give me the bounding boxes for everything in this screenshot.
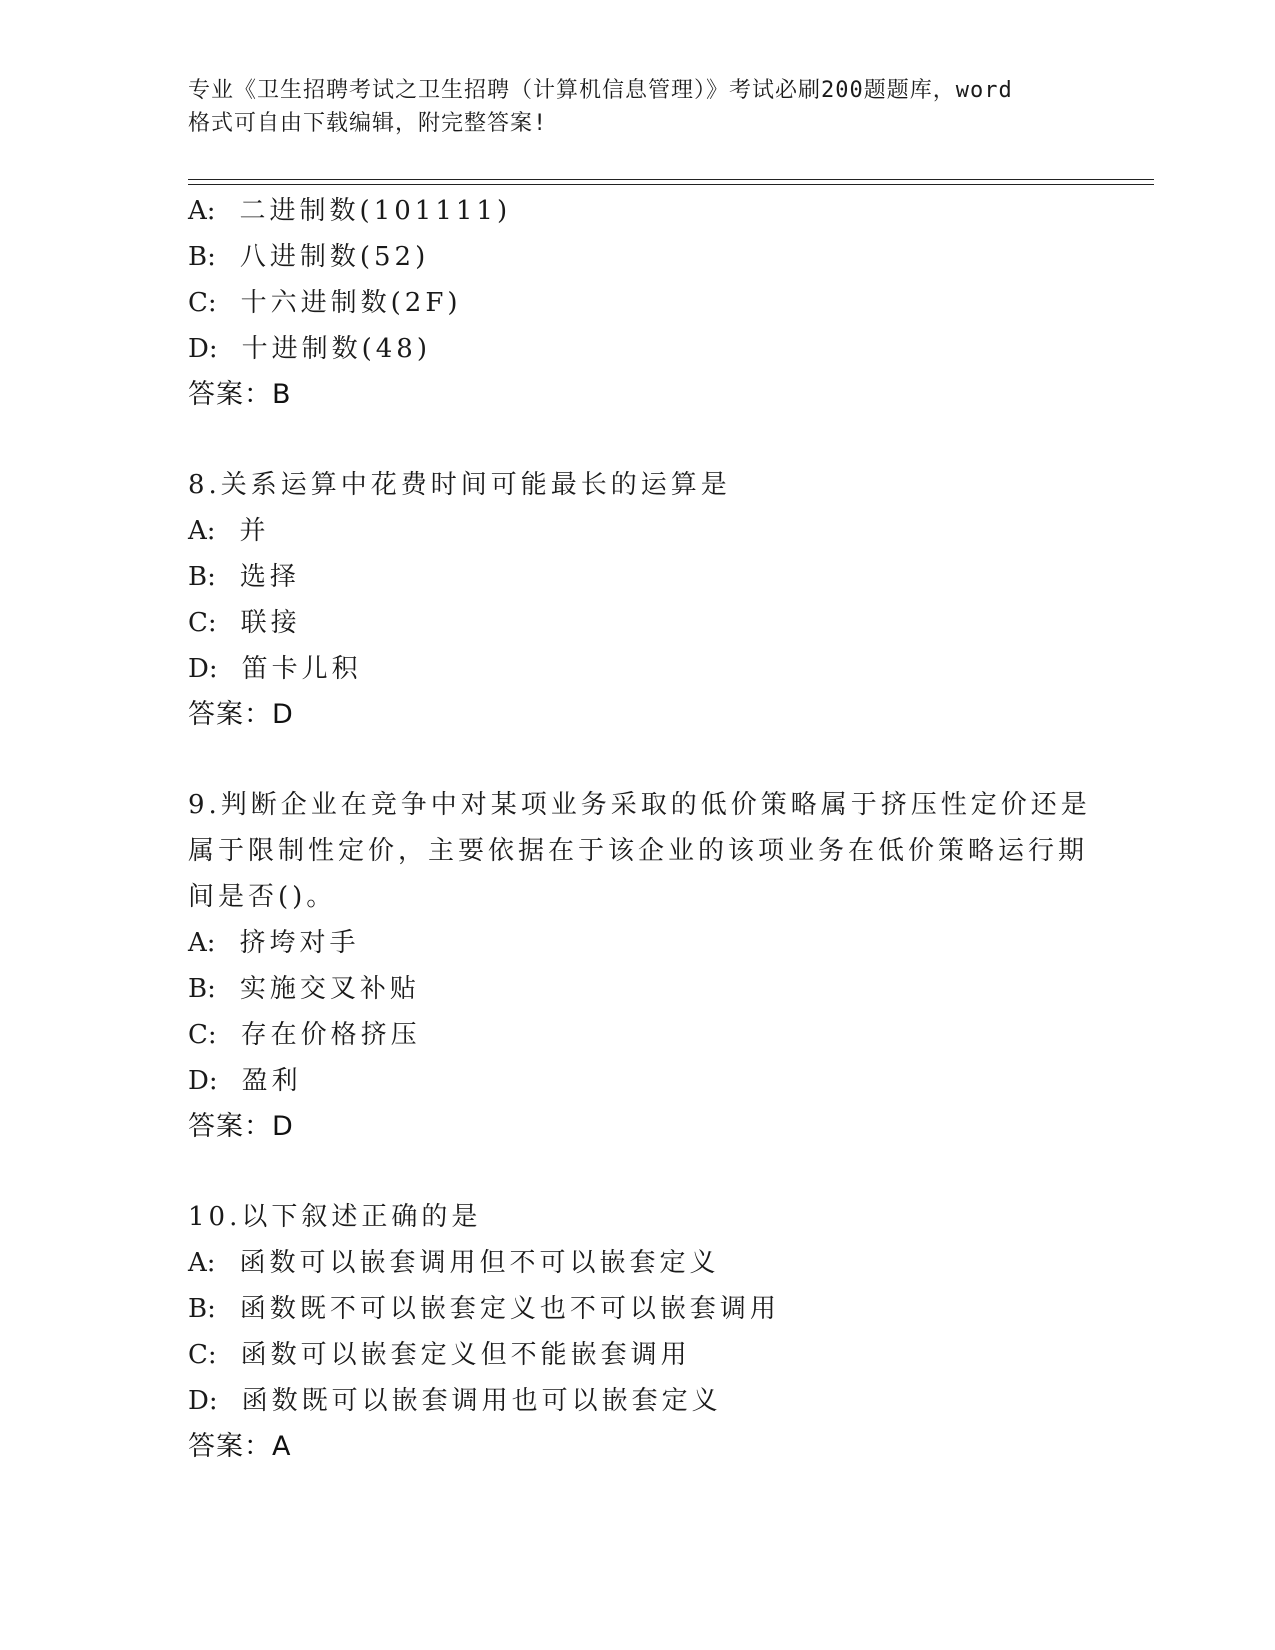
option-text: 二进制数(101111) (239, 196, 512, 226)
question-text-line-3: 间是否()。 (188, 882, 337, 912)
option-d (188, 1058, 1088, 1104)
question-text-line-1: 9.判断企业在竞争中对某项业务采取的低价策略属于挤压性定价还是 (188, 790, 1091, 820)
option-c (188, 1332, 1088, 1378)
option-c (188, 280, 1088, 326)
option-key: C: (188, 1020, 217, 1050)
question-block-8 (188, 462, 1088, 738)
option-b (188, 234, 1088, 280)
question-text: 10.以下叙述正确的是 (188, 1202, 482, 1232)
option-key: D: (188, 1386, 218, 1416)
option-d (188, 326, 1088, 372)
option-text: 函数既可以嵌套调用也可以嵌套定义 (241, 1386, 722, 1416)
answer-line: 答案：D (188, 699, 294, 730)
option-key: D: (188, 1066, 218, 1096)
option-key: D: (188, 654, 218, 684)
header-divider-top (188, 179, 1154, 180)
option-a (188, 508, 1088, 554)
option-a (188, 188, 1088, 234)
option-key: C: (188, 1340, 217, 1370)
option-key: B: (188, 562, 216, 592)
option-key: A: (188, 1248, 216, 1278)
option-key: A: (188, 928, 216, 958)
option-key: D: (188, 334, 218, 364)
option-text: 实施交叉补贴 (239, 974, 420, 1004)
option-a (188, 1240, 1088, 1286)
question-block-10 (188, 1194, 1088, 1470)
option-text: 联接 (240, 608, 301, 638)
answer-line: 答案：D (188, 1111, 294, 1142)
header-divider-bottom (188, 184, 1154, 185)
answer-line: 答案：B (188, 379, 292, 410)
option-text: 十进制数(48) (241, 334, 431, 364)
option-text: 存在价格挤压 (240, 1020, 421, 1050)
option-key: C: (188, 288, 217, 318)
option-a (188, 920, 1088, 966)
question-block-7 (188, 188, 1088, 418)
header-line-1: 专业《卫生招聘考试之卫生招聘（计算机信息管理）》考试必刷200题题库，word (188, 78, 1013, 103)
option-b (188, 1286, 1088, 1332)
option-d (188, 646, 1088, 692)
option-text: 八进制数(52) (239, 242, 430, 272)
option-key: C: (188, 608, 217, 638)
option-text: 函数可以嵌套调用但不可以嵌套定义 (239, 1248, 720, 1278)
option-text: 盈利 (241, 1066, 302, 1096)
question-list (188, 188, 1091, 1470)
option-text: 并 (239, 516, 270, 546)
option-key: B: (188, 1294, 216, 1324)
answer-line: 答案：A (188, 1431, 292, 1462)
option-c (188, 600, 1088, 646)
option-text: 笛卡儿积 (241, 654, 362, 684)
option-d (188, 1378, 1088, 1424)
option-text: 挤垮对手 (239, 928, 360, 958)
question-text: 8.关系运算中花费时间可能最长的运算是 (188, 470, 731, 500)
option-text: 选择 (239, 562, 300, 592)
option-b (188, 554, 1088, 600)
question-block-9 (188, 782, 1091, 1150)
header-line-2: 格式可自由下载编辑，附完整答案! (188, 111, 548, 136)
option-text: 十六进制数(2F) (240, 288, 462, 318)
document-header (188, 74, 1088, 140)
option-key: A: (188, 516, 216, 546)
option-key: B: (188, 242, 216, 272)
question-text-line-2: 属于限制性定价，主要依据在于该企业的该项业务在低价策略运行期 (188, 836, 1089, 866)
option-text: 函数既不可以嵌套定义也不可以嵌套调用 (239, 1294, 780, 1324)
option-text: 函数可以嵌套定义但不能嵌套调用 (240, 1340, 691, 1370)
option-b (188, 966, 1088, 1012)
option-c (188, 1012, 1088, 1058)
option-key: B: (188, 974, 216, 1004)
option-key: A: (188, 196, 216, 226)
